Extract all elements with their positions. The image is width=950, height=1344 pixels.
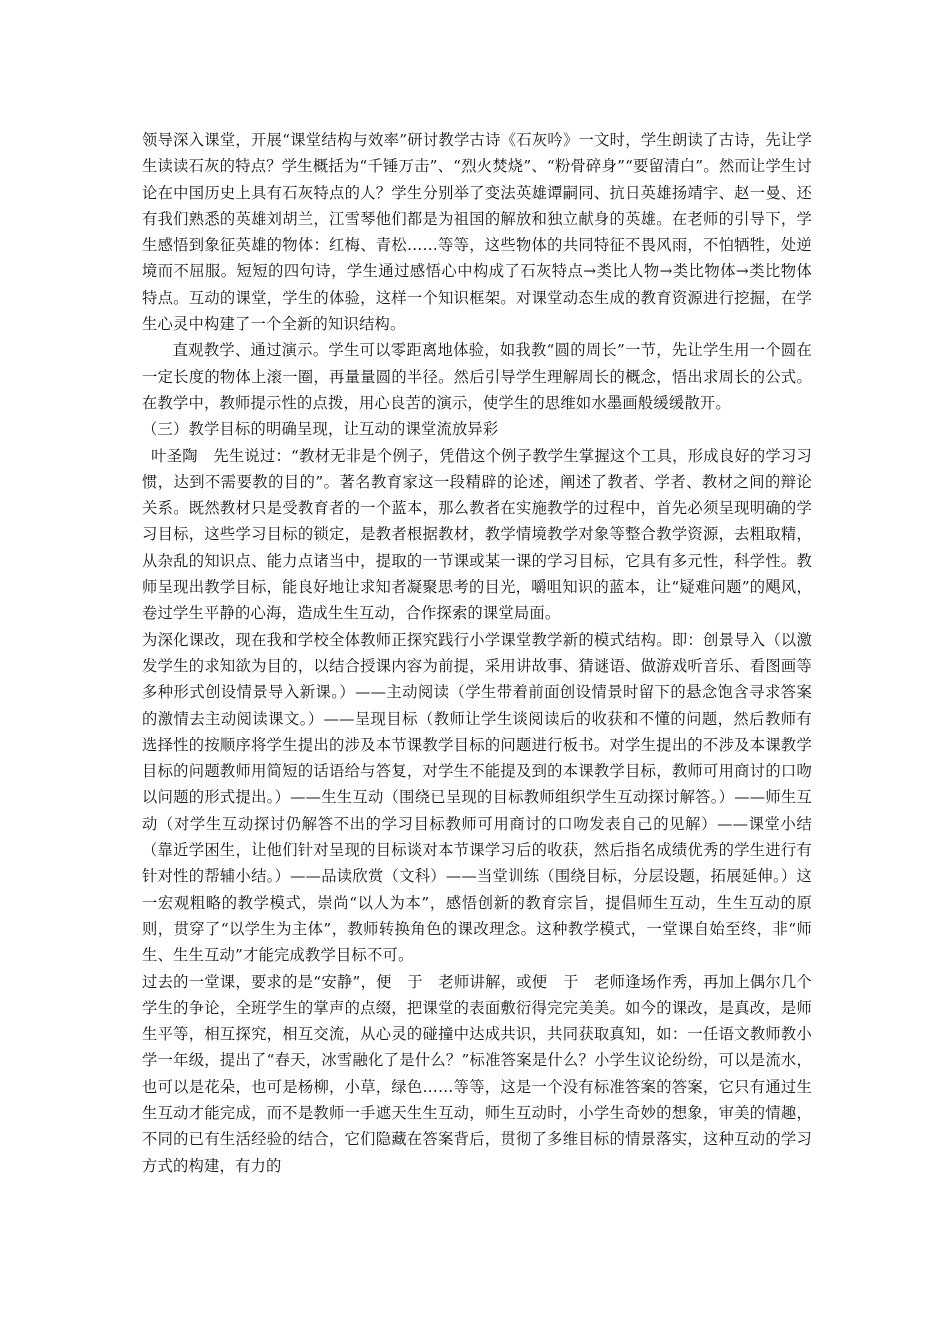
document-body xyxy=(142,127,812,1179)
section-heading-3: （三）教学目标的明确呈现，让互动的课堂流放异彩 xyxy=(142,420,499,439)
paragraph-past-and-present: 过去的一堂课，要求的是“安静”，便 于 老师讲解，或便 于 老师逢场作秀，再加上偶尔几个学生的争论，全班学生的掌声的点缀，把课堂的表面敷衍得完完美美。如今的课改，是真改，是师生平等，相互探究，相互交流，从心灵的碰撞中达成共识，共同获取真知，如：一任语文教师教小学一年级，提出了“春天，冰雪融化了是什么？”标准答案是什么？小学生议论纷纷，可以是流水，也可以是花朵，也可是杨柳，小草，绿色……等等，这是一个没有标准答案的答案，它只有通过生生互动才能完成，而不是教师一手遮天生生互动，师生互动时，小学生奇妙的想象，审美的情趣，不同的已有生活经验的结合，它们隐藏在答案背后，贯彻了多维目标的情景落实，这种互动的学习方式的构建，有力的 xyxy=(142,972,812,1175)
paragraph-teaching-model: 为深化课改，现在我和学校全体教师正探究践行小学课堂教学新的模式结构。即：创景导入（以激发学生的求知欲为目的，以结合授课内容为前提，采用讲故事、猜谜语、做游戏听音乐、看图画等多种形式创设情景导入新课。）——主动阅读（学生带着前面创设情景时留下的悬念饱含寻求答案的激情去主动阅读课文。）——呈现目标（教师让学生谈阅读后的收获和不懂的问题，然后教师有选择性的按顺序将学生提出的涉及本节课教学目标的问题进行板书。对学生提出的不涉及本课教学目标的问题教师用简短的话语给与答复，对学生不能提及到的本课教学目标，教师可用商讨的口吻以问题的形式提出。）——生生互动（围绕已呈现的目标教师组织学生互动探讨解答。）——师生互动（对学生互动探讨仍解答不出的学习目标教师可用商讨的口吻发表自己的见解）——课堂小结（靠近学困生，让他们针对呈现的目标谈对本节课学习后的收获，然后指名成绩优秀的学生进行有针对性的帮辅小结。）——品读欣赏（文科）——当堂训练（围绕目标，分层设题，拓展延伸。）这一宏观粗略的教学模式，崇尚“以人为本”，感悟创新的教育宗旨，提倡师生互动，生生互动的原则，贯穿了“以学生为主体”，教师转换角色的课改理念。这种教学模式，一堂课自始至终，非“师生、生生互动”才能完成教学目标不可。 xyxy=(142,630,812,965)
paragraph-ye-shengtao-quote: 叶圣陶 先生说过：“教材无非是个例子，凭借这个例子教学生掌握这个工具，形成良好的学习习惯，达到不需要教的目的”。著名教育家这一段精辟的论述，阐述了教者、学者、教材之间的辩论关系。既然教材只是受教育者的一个蓝本，那么教者在实施教学的过程中，首先必须呈现明确的学习目标，这些学习目标的锁定，是教者根据教材，教学情境教学对象等整合教学资源，去粗取精，从杂乱的知识点、能力点诸当中，提取的一节课或某一课的学习目标，它具有多元性，科学性。教师呈现出教学目标，能良好地让求知者凝聚思考的目光，嚼咀知识的蓝本，让“疑难问题”的飓风，卷过学生平静的心海，造成生生互动，合作探索的课堂局面。 xyxy=(142,446,812,623)
paragraph-visual-teaching: 直观教学、通过演示。学生可以零距离地体验，如我教“圆的周长”一节，先让学生用一个圆在一定长度的物体上滚一圈，再量量圆的半径。然后引导学生理解周长的概念，悟出求周长的公式。在教学中，教师提示性的点拨，用心良苦的演示，使学生的思维如水墨画般缓缓散开。 xyxy=(142,341,812,412)
paragraph-stone-lime-poem: 领导深入课堂，开展“课堂结构与效率”研讨教学古诗《石灰吟》一文时，学生朗读了古诗，先让学生读读石灰的特点？学生概括为“千锤万击”、“烈火焚烧”、“粉骨碎身”“要留清白”。然而让学生讨论在中国历史上具有石灰特点的人？学生分别举了变法英雄谭嗣同、抗日英雄扬靖宇、赵一曼、还有我们熟悉的英雄刘胡兰，江雪琴他们都是为祖国的解放和独立献身的英雄。在老师的引导下，学生感悟到象征英雄的物体：红梅、青松……等等，这些物体的共同特征不畏风雨，不怕牺牲，处逆境而不屈服。短短的四句诗，学生通过感悟心中构成了石灰特点→类比人物→类比物体→类比物体特点。互动的课堂，学生的体验，这样一个知识框架。对课堂动态生成的教育资源进行挖掘，在学生心灵中构建了一个全新的知识结构。 xyxy=(142,131,812,334)
